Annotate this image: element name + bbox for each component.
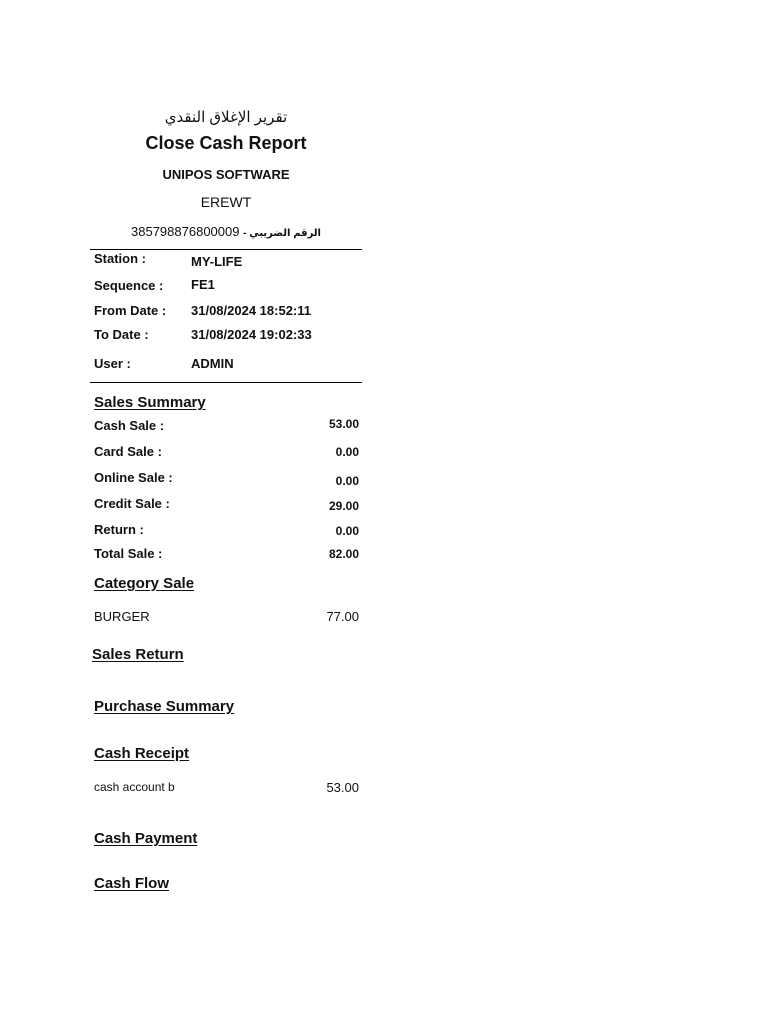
branch-name: EREWT	[200, 194, 252, 210]
cash-receipt-account: cash account b	[94, 780, 175, 794]
cash-receipt-amount: 53.00	[326, 780, 359, 795]
header-divider	[90, 249, 362, 250]
credit-sale-label: Credit Sale :	[94, 496, 170, 511]
cash-payment-heading: Cash Payment	[94, 830, 198, 847]
category-value: 77.00	[326, 609, 359, 624]
sales-return-heading: Sales Return	[92, 646, 184, 663]
sequence-label: Sequence :	[94, 278, 164, 293]
total-sale-label: Total Sale :	[94, 546, 163, 561]
credit-sale-value: 29.00	[328, 499, 359, 513]
station-value: MY-LIFE	[191, 254, 243, 269]
to-date-label: To Date :	[94, 327, 149, 342]
sequence-value: FE1	[191, 277, 215, 292]
category-sale-heading: Category Sale	[94, 575, 195, 592]
category-label: BURGER	[94, 609, 150, 624]
return-value: 0.00	[335, 524, 359, 538]
total-sale-value: 82.00	[328, 547, 359, 561]
user-label: User :	[94, 356, 131, 371]
card-sale-value: 0.00	[335, 445, 359, 459]
return-label: Return :	[94, 522, 144, 537]
from-date-value: 31/08/2024 18:52:11	[191, 303, 311, 318]
cash-receipt-heading: Cash Receipt	[94, 745, 190, 762]
to-date-value: 31/08/2024 19:02:33	[191, 327, 312, 342]
company-name: UNIPOS SOFTWARE	[162, 167, 290, 182]
online-sale-label: Online Sale :	[94, 470, 173, 485]
sales-summary-heading: Sales Summary	[94, 394, 206, 411]
cash-sale-value: 53.00	[328, 417, 359, 431]
arabic-report-title: تقرير الإغلاق النقدي	[164, 109, 288, 126]
report-title: Close Cash Report	[145, 133, 307, 153]
user-value: ADMIN	[191, 356, 234, 371]
tax-number-label: الرقم الضريبي -	[243, 228, 321, 239]
purchase-summary-heading: Purchase Summary	[94, 698, 235, 715]
info-divider	[90, 382, 362, 383]
online-sale-value: 0.00	[335, 474, 359, 488]
station-label: Station :	[94, 251, 146, 266]
tax-number: 385798876800009	[131, 224, 240, 239]
from-date-label: From Date :	[94, 303, 167, 318]
cash-sale-label: Cash Sale :	[94, 418, 165, 433]
card-sale-label: Card Sale :	[94, 444, 162, 459]
cash-flow-heading: Cash Flow	[94, 875, 170, 892]
tax-number-line	[90, 224, 362, 239]
